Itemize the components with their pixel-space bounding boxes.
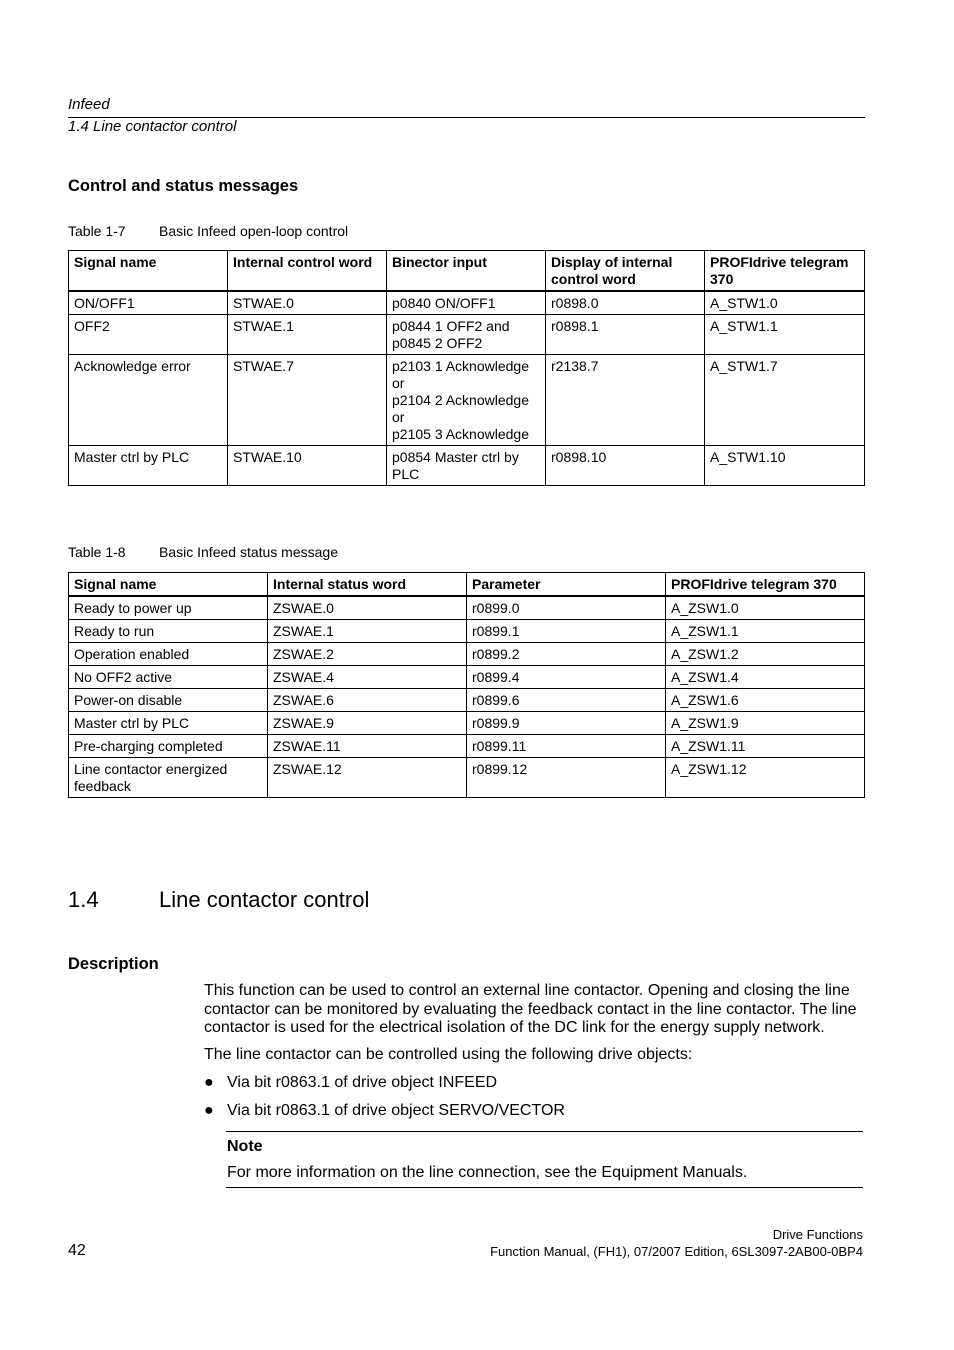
table-row [69, 291, 865, 315]
control-status-heading: Control and status messages [68, 177, 299, 195]
table-row [69, 712, 865, 735]
note-top-rule [226, 1131, 863, 1132]
table-cell: r0899.6 [467, 689, 666, 712]
cell-line: p0844 1 OFF2 and [392, 318, 510, 334]
cell-line: p2103 1 Acknowledge [392, 358, 529, 374]
note-text: For more information on the line connection, see the Equipment Manuals. [227, 1164, 748, 1181]
table-row [69, 735, 865, 758]
drive-objects-paragraph: The line contactor can be controlled using the following drive objects: [204, 1046, 693, 1063]
section-title: Line contactor control [159, 887, 370, 912]
table-cell: A_ZSW1.4 [666, 666, 865, 689]
footer-title: Drive Functions [772, 1227, 863, 1242]
table2-caption [68, 544, 338, 560]
table-row [69, 689, 865, 712]
col-header: Internal control word [228, 251, 387, 292]
table-cell [387, 446, 546, 486]
table-cell: Master ctrl by PLC [69, 712, 268, 735]
table-cell: ZSWAE.12 [268, 758, 467, 798]
table-cell: Power-on disable [69, 689, 268, 712]
status-table [68, 572, 865, 798]
table-cell: A_ZSW1.9 [666, 712, 865, 735]
table-cell: ZSWAE.4 [268, 666, 467, 689]
table1-number: Table 1-7 [68, 223, 126, 239]
control-table [68, 250, 865, 486]
table1-title: Basic Infeed open-loop control [159, 223, 349, 239]
table-row [69, 446, 865, 486]
table-cell: A_ZSW1.11 [666, 735, 865, 758]
cell-line: p0840 ON/OFF1 [392, 295, 496, 311]
table-cell: A_ZSW1.12 [666, 758, 865, 798]
table-cell: r0899.11 [467, 735, 666, 758]
list-item [204, 1102, 565, 1120]
table-row [69, 620, 865, 643]
table-cell: OFF2 [69, 315, 228, 355]
header-chapter: Infeed [68, 96, 110, 113]
table-cell: ON/OFF1 [69, 291, 228, 315]
col-header: Parameter [467, 573, 666, 597]
table-cell: r0899.12 [467, 758, 666, 798]
table-cell: r0898.10 [546, 446, 705, 486]
table-cell: Acknowledge error [69, 355, 228, 446]
paragraph-line: contactor is used for the electrical isolation of the DC link for the energy supply network. [204, 1019, 825, 1036]
col-header: Signal name [69, 251, 228, 292]
table-cell [387, 355, 546, 446]
table-cell: Operation enabled [69, 643, 268, 666]
table-cell: STWAE.1 [228, 315, 387, 355]
table-cell [387, 315, 546, 355]
cell-line: p2105 3 Acknowledge [392, 426, 529, 442]
bullet-icon: ● [204, 1074, 214, 1091]
col-header: PROFIdrive telegram 370 [666, 573, 865, 597]
cell-line: or [392, 375, 405, 391]
table-cell: r0898.1 [546, 315, 705, 355]
table-cell: r0899.2 [467, 643, 666, 666]
table-cell: ZSWAE.11 [268, 735, 467, 758]
col-header: PROFIdrive telegram 370 [705, 251, 865, 292]
table2-number: Table 1-8 [68, 544, 126, 560]
cell-line: p0854 Master ctrl by [392, 449, 519, 465]
bullet-icon: ● [204, 1102, 214, 1119]
table-cell: ZSWAE.2 [268, 643, 467, 666]
paragraph-line: contactor can be monitored by evaluating the feedback contact in the line contactor. The line [204, 1000, 857, 1018]
table-cell: STWAE.10 [228, 446, 387, 486]
table-cell: ZSWAE.9 [268, 712, 467, 735]
table-cell: Ready to run [69, 620, 268, 643]
cell-line: p2104 2 Acknowledge [392, 392, 529, 408]
footer-manual: Function Manual, (FH1), 07/2007 Edition, 6SL3097-2AB00-0BP4 [490, 1244, 863, 1259]
table-cell: No OFF2 active [69, 666, 268, 689]
table-cell: r0898.0 [546, 291, 705, 315]
header-section: 1.4 Line contactor control [68, 118, 237, 135]
table-cell: A_STW1.7 [705, 355, 865, 446]
paragraph-line: This function can be used to control an external line contactor. Opening and closing the line [204, 982, 850, 999]
table-cell: r0899.4 [467, 666, 666, 689]
section-heading [68, 887, 369, 913]
table-cell: r2138.7 [546, 355, 705, 446]
table-cell: A_ZSW1.2 [666, 643, 865, 666]
table1-caption [68, 223, 348, 239]
table-cell: r0899.0 [467, 596, 666, 620]
table-cell: A_STW1.10 [705, 446, 865, 486]
col-header: Binector input [387, 251, 546, 292]
table-cell: r0899.9 [467, 712, 666, 735]
cell-line: PLC [392, 466, 420, 482]
table-cell: ZSWAE.0 [268, 596, 467, 620]
table-row [69, 596, 865, 620]
col-header: Display of internal control word [546, 251, 705, 292]
table-cell: STWAE.7 [228, 355, 387, 446]
table-cell: Ready to power up [69, 596, 268, 620]
cell-line: p0845 2 OFF2 [392, 335, 483, 351]
note-bottom-rule [226, 1187, 863, 1188]
list-item-text: Via bit r0863.1 of drive object SERVO/VECTOR [227, 1102, 565, 1119]
section-number: 1.4 [68, 887, 99, 912]
table-cell: Line contactor energized feedback [69, 758, 268, 798]
header-rule [68, 117, 865, 118]
table-row [69, 315, 865, 355]
table-row [69, 355, 865, 446]
note-label: Note [227, 1138, 263, 1155]
table-row [69, 758, 865, 798]
page-number: 42 [68, 1242, 86, 1259]
list-item [204, 1074, 497, 1092]
description-heading: Description [68, 955, 159, 973]
list-item-text: Via bit r0863.1 of drive object INFEED [227, 1074, 498, 1091]
table-cell: Pre-charging completed [69, 735, 268, 758]
table-cell: A_ZSW1.6 [666, 689, 865, 712]
table-cell: Master ctrl by PLC [69, 446, 228, 486]
table-cell: STWAE.0 [228, 291, 387, 315]
table-header-row [69, 573, 865, 597]
col-header: Signal name [69, 573, 268, 597]
table-cell: A_STW1.0 [705, 291, 865, 315]
table-cell: ZSWAE.6 [268, 689, 467, 712]
table-row [69, 666, 865, 689]
cell-line: or [392, 409, 405, 425]
table-cell: A_ZSW1.0 [666, 596, 865, 620]
table2-title: Basic Infeed status message [159, 544, 338, 560]
table-cell [387, 291, 546, 315]
table-cell: ZSWAE.1 [268, 620, 467, 643]
table-row [69, 643, 865, 666]
table-cell: A_STW1.1 [705, 315, 865, 355]
col-header: Internal status word [268, 573, 467, 597]
table-header-row [69, 251, 865, 292]
table-cell: A_ZSW1.1 [666, 620, 865, 643]
table-cell: r0899.1 [467, 620, 666, 643]
description-paragraph [204, 982, 866, 1038]
